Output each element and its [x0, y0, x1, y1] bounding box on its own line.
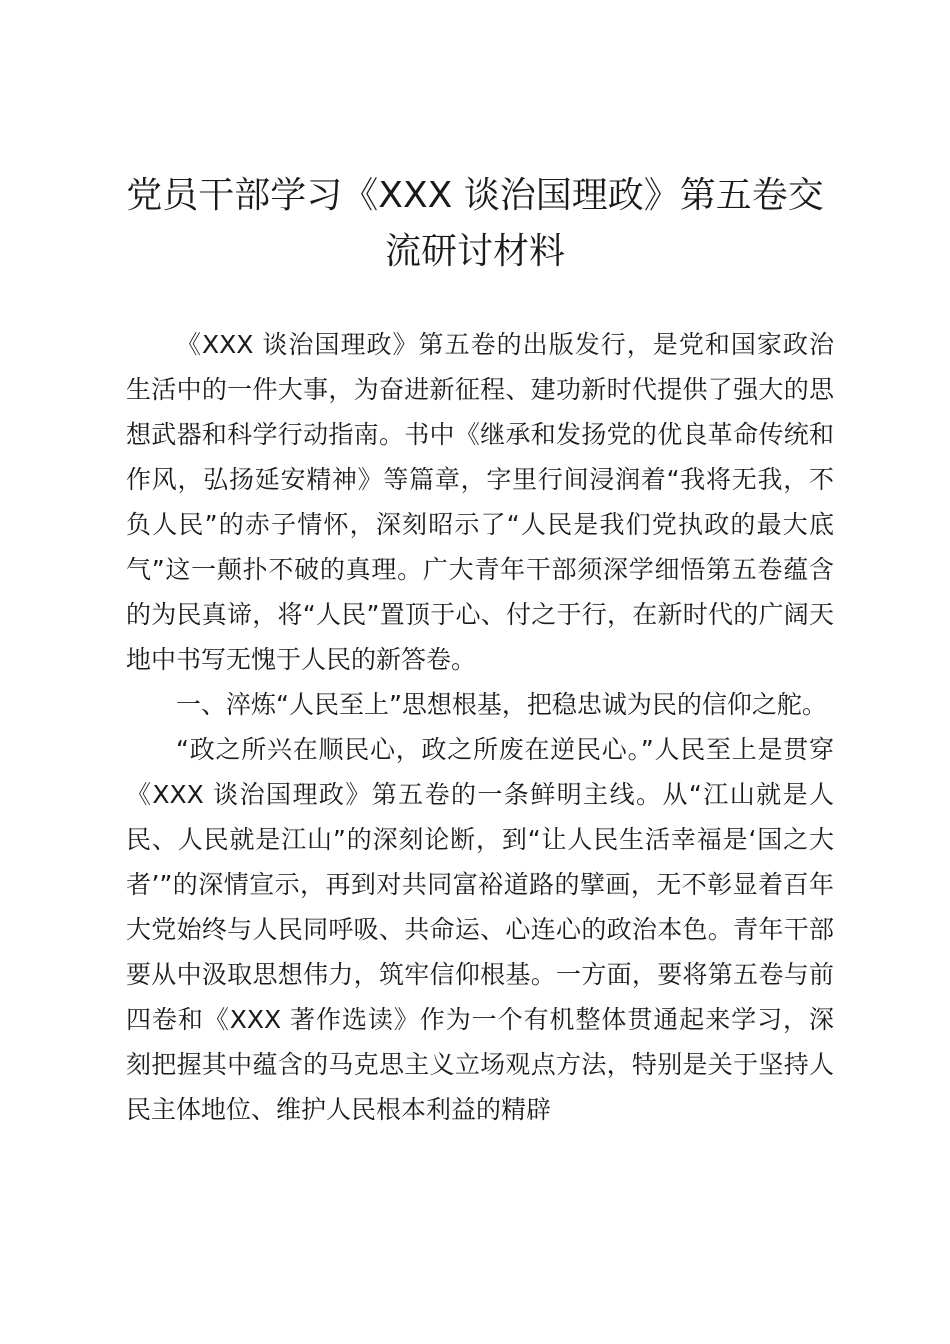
document-title: 党员干部学习《XXX 谈治国理政》第五卷交流研讨材料 [126, 175, 824, 272]
section-heading-1: 一、淬炼“人民至上”思想根基，把稳忠诚为民的信仰之舵。 [176, 690, 827, 719]
paragraph-intro: 《XXX 谈治国理政》第五卷的出版发行，是党和国家政治生活中的一件大事，为奋进新征程、建功新时代提供了强大的思想武器和科学行动指南。书中《继承和发扬党的优良革命传统和作风，弘扬延安精神》等篇章，字里行间浸润着“我将无我，不负人民”的赤子情怀，深刻昭示了“人民是我们党执政的最大底气”这一颠扑不破的真理。广大青年干部须深学细悟第五卷蕴含的为民真谛，将“人民”置顶于心、付之于行，在新时代的广阔天地中书写无愧于人民的新答卷。 [126, 330, 834, 674]
document-body [126, 322, 834, 1132]
paragraph-section-1: “政之所兴在顺民心，政之所废在逆民心。”人民至上是贯穿《XXX 谈治国理政》第五卷的一条鲜明主线。从“江山就是人民、人民就是江山”的深刻论断，到“让人民生活幸福是‘国之大者’”的深情宣示，再到对共同富裕道路的擘画，无不彰显着百年大党始终与人民同呼吸、共命运、心连心的政治本色。青年干部要从中汲取思想伟力，筑牢信仰根基。一方面，要将第五卷与前四卷和《XXX 著作选读》作为一个有机整体贯通起来学习，深刻把握其中蕴含的马克思主义立场观点方法，特别是关于坚持人民主体地位、维护人民根本利益的精辟 [126, 735, 834, 1124]
